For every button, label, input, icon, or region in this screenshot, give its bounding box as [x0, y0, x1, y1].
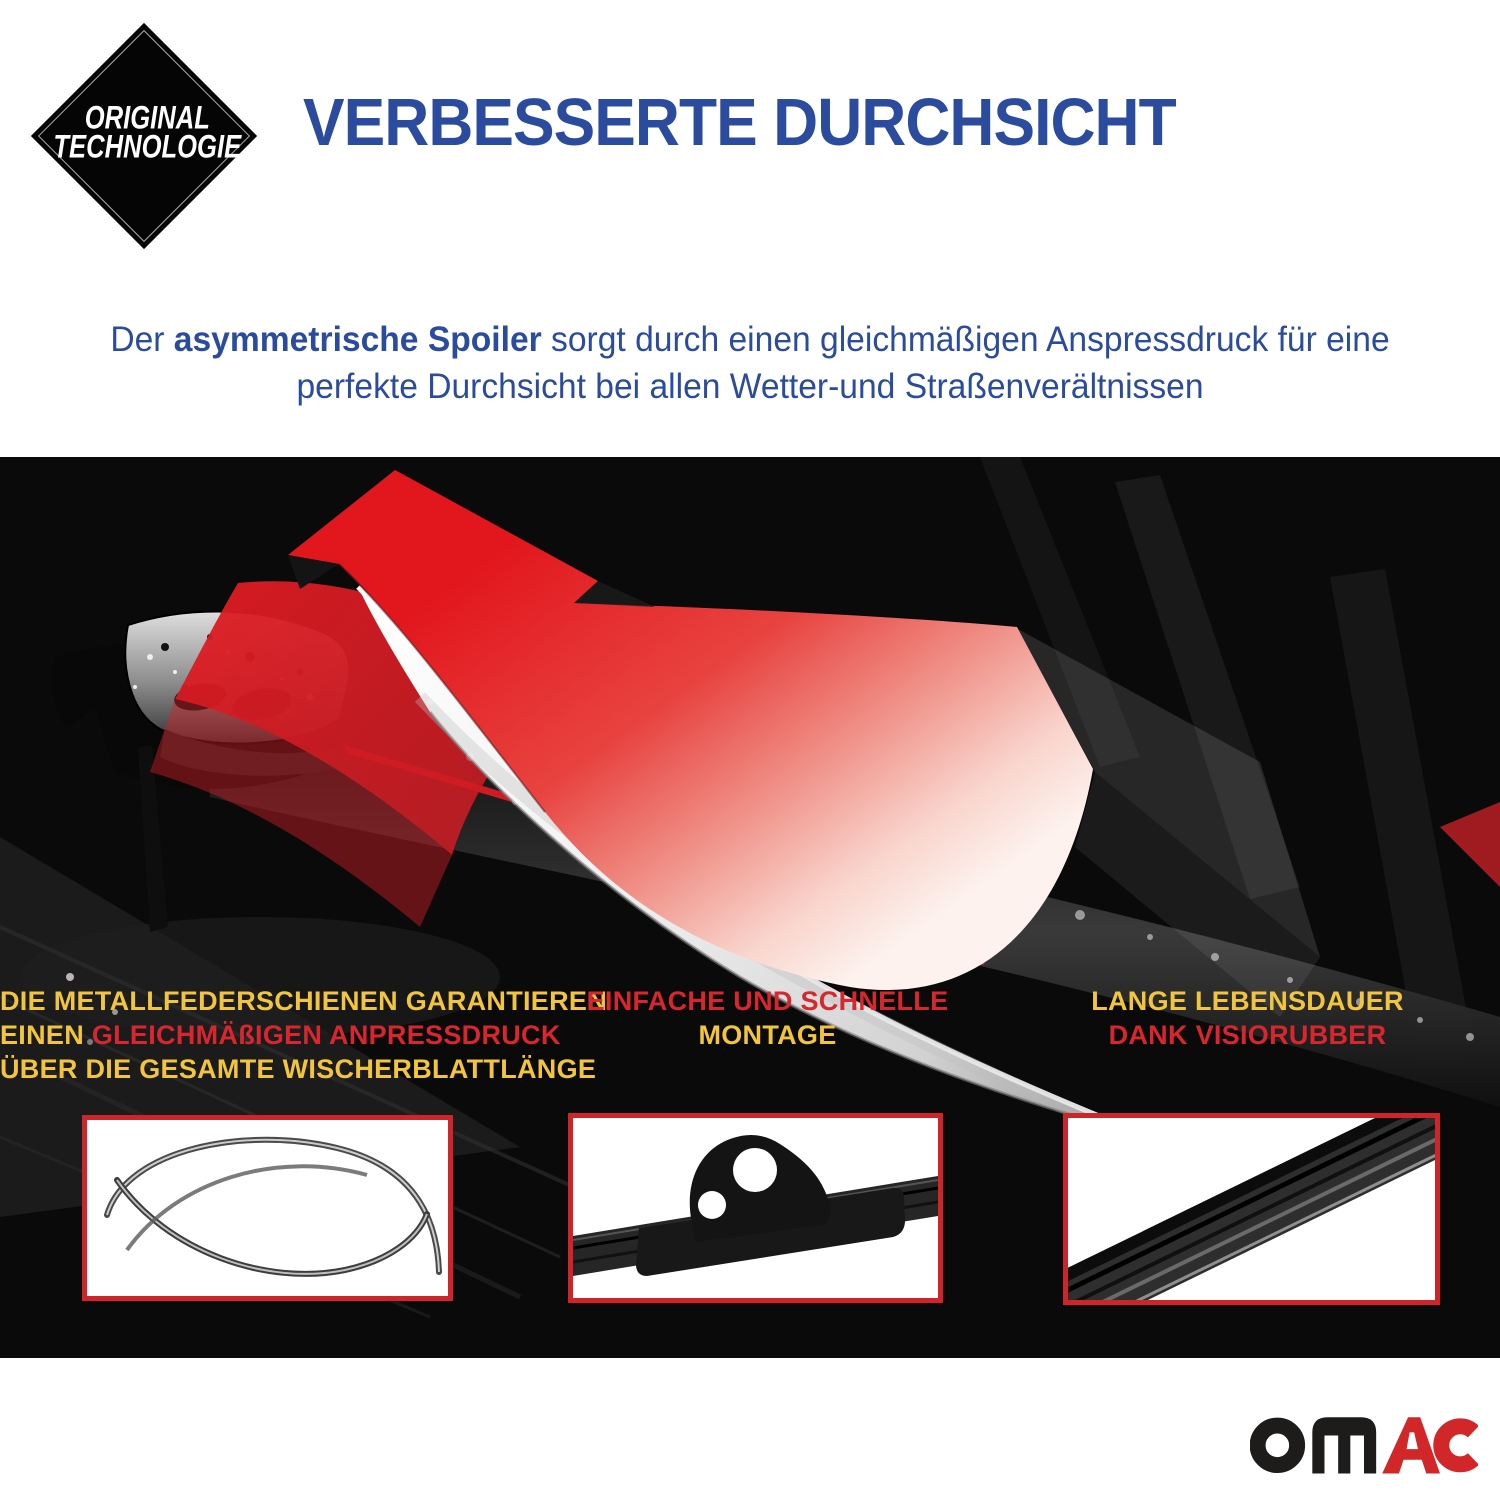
caption-line: MONTAGE	[698, 1020, 837, 1050]
omac-logo	[1250, 1402, 1478, 1478]
visio-rubber-blade-image	[1063, 1113, 1440, 1305]
caption-line: ÜBER DIE GESAMTE WISCHERBLATTLÄNGE	[0, 1054, 597, 1084]
original-technologie-badge	[31, 23, 257, 249]
page-title: VERBESSERTE DURCHSICHT	[303, 85, 1176, 160]
badge-line-2: TECHNOLOGIE	[53, 128, 242, 165]
metal-spring-rails-image	[82, 1115, 453, 1301]
rubber-blade-drawing	[1068, 1118, 1435, 1300]
badge-line-1: ORIGINAL	[84, 99, 210, 136]
omac-logo-drawing	[1250, 1402, 1478, 1478]
intro-line-2: perfekte Durchsicht bei allen Wetter-und Straßenverältnissen	[296, 367, 1204, 406]
intro-line1-bold: asymmetrische Spoiler	[173, 320, 542, 359]
caption-line: EINFACHE UND SCHNELLE	[586, 986, 949, 1016]
logo-red-letters	[1382, 1417, 1473, 1473]
caption-line-part: EINEN	[0, 1020, 92, 1050]
intro-line-1	[30, 316, 1470, 363]
spring-rails-drawing	[87, 1120, 448, 1296]
intro-text	[30, 316, 1470, 410]
badge-text	[7, 99, 287, 165]
intro-line1-prefix: Der	[110, 320, 174, 359]
caption-line-part: GLEICHMÄßIGEN ANPRESSDRUCK	[91, 1020, 561, 1050]
product-hero-section	[0, 457, 1500, 1358]
logo-black-letters	[1258, 1417, 1377, 1473]
intro-line1-rest: sorgt durch einen gleichmäßigen Anspressdruck für eine	[541, 320, 1390, 359]
feature-caption-lebensdauer	[1005, 984, 1490, 1052]
wiper-adapter-mount-image	[568, 1113, 943, 1303]
caption-line: DANK VISIORUBBER	[1108, 1020, 1387, 1050]
caption-line: LANGE LEBENSDAUER	[1091, 986, 1404, 1016]
feature-caption-montage	[540, 984, 995, 1052]
caption-line: DIE METALLFEDERSCHIENEN GARANTIEREN	[0, 986, 608, 1016]
adapter-mount-drawing	[573, 1118, 938, 1298]
feature-caption-spring-rails	[0, 984, 608, 1086]
